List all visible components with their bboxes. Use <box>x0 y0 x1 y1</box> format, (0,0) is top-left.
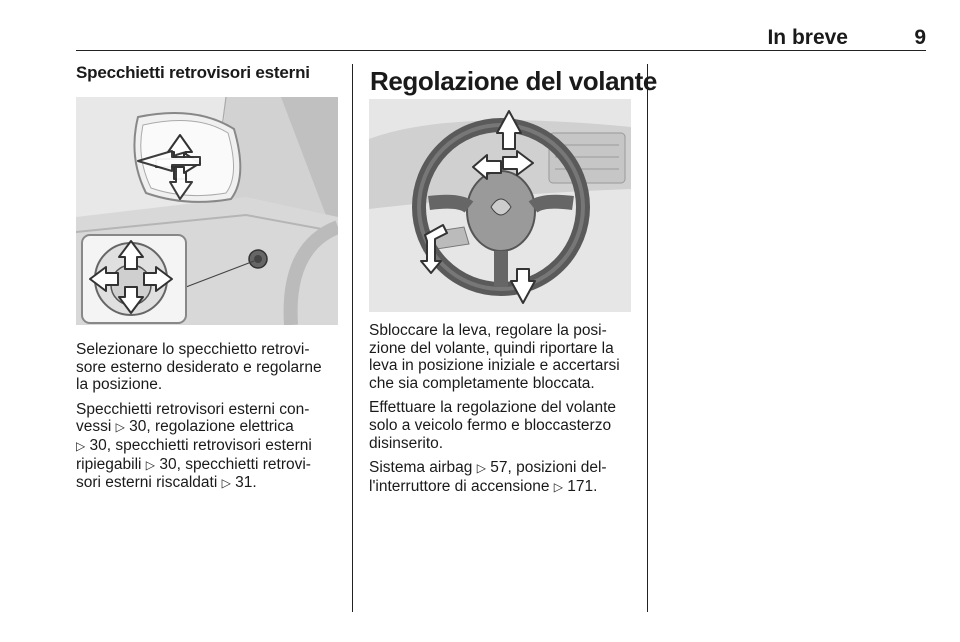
page-number: 9 <box>914 26 926 49</box>
cross-reference-icon: ▷ <box>476 461 486 476</box>
left-column-text <box>76 341 344 500</box>
column-divider <box>352 64 353 612</box>
paragraph: Sistema airbag ▷ 57, posizioni del- l'interruttore di accensione ▷ 171. <box>369 459 607 495</box>
cross-reference-icon: ▷ <box>221 476 231 491</box>
cross-reference-icon: ▷ <box>145 457 156 472</box>
cross-reference-icon: ▷ <box>115 420 125 435</box>
right-column-text <box>369 322 637 503</box>
steering-wheel-illustration <box>369 99 631 312</box>
paragraph: Effettuare la regolazione del volante solo a veicolo fermo e bloccasterzo disinserito. <box>369 399 617 452</box>
header-title: In breve <box>767 26 848 49</box>
cross-reference-icon: ▷ <box>553 479 563 494</box>
section-title-steering: Regolazione del volante <box>370 66 657 96</box>
paragraph: Selezionare lo specchietto retrovi- sore esterno desiderato e regolarne la posizione. <box>76 341 322 394</box>
paragraph: Sbloccare la leva, regolare la posi- zione del volante, quindi riportare la leva in posizione iniziale e accertarsi che sia completamente bloccata. <box>369 322 620 392</box>
paragraph: Specchietti retrovisori esterni con- vessi ▷ 30, regolazione elettrica ▷ 30, specchietti retrovisori esterni ripiegabili ▷ 30, specchietti retrovi- sori esterni riscaldati ▷ 31. <box>76 400 312 492</box>
cross-reference-icon: ▷ <box>76 438 86 453</box>
header-rule <box>76 50 926 51</box>
mirror-adjustment-illustration <box>76 97 338 325</box>
column-divider <box>647 64 648 612</box>
section-title-mirrors: Specchietti retrovisori esterni <box>76 63 310 82</box>
